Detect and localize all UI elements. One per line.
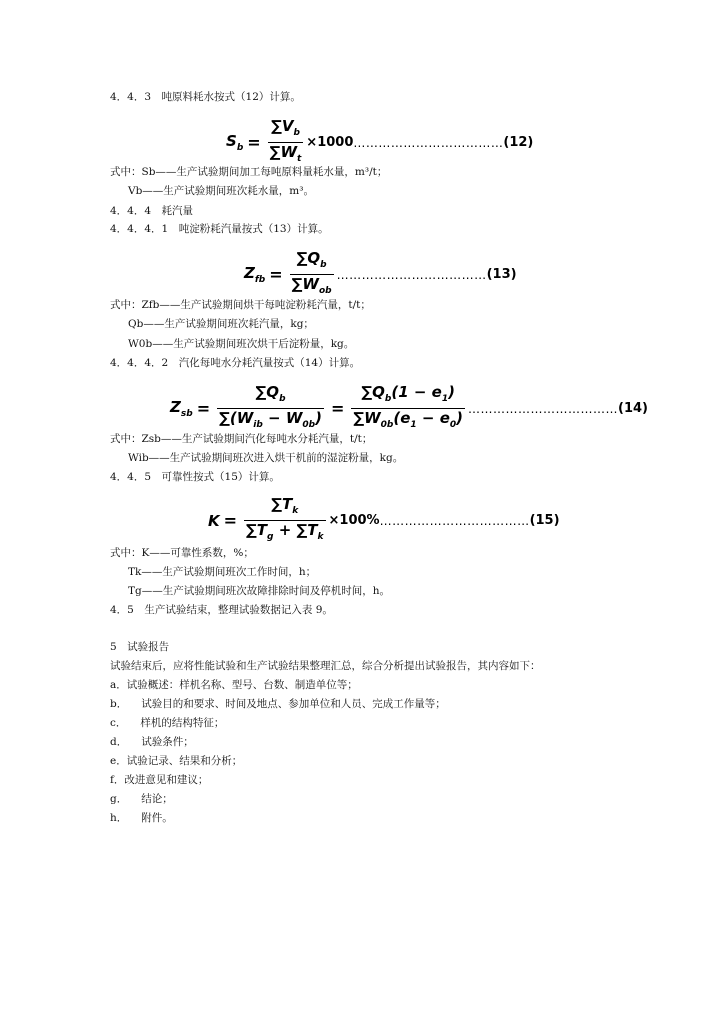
formula-14: $Z_{sb}$ = $\frac{\sum Q_b}{\sum(W_{ib} - W_{0b})}$ = $\frac{\sum Q_b(1 - e_1)}{\sum W_{0b}(e_1 - e_0)}$ ……………………………… (14) — [170, 383, 648, 434]
formula-13-number: (13) — [486, 267, 517, 282]
formula-12-where-2: Vb——生产试验期间班次耗水量，m³。 — [128, 185, 314, 197]
section-4-4-4-1-heading: 4．4．4．1 吨淀粉耗汽量按式（13）计算。 — [110, 223, 329, 235]
formula-12-lhs: $S_b$ — [226, 132, 244, 153]
formula-13: $Z_{fb}$ = $\frac{\sum Q_b}{\sum W_{ob}}$ ……………………………… (13) — [244, 249, 517, 300]
formula-14-number: (14) — [618, 401, 648, 416]
formula-14-where-1: 式中：Zsb——生产试验期间汽化每吨水分耗汽量，t/t； — [110, 433, 373, 445]
list-item-b: b． 试验目的和要求、时间及地点、参加单位和人员、完成工作量等； — [110, 698, 446, 710]
formula-13-where-1: 式中：Zfb——生产试验期间烘干每吨淀粉耗汽量，t/t； — [110, 299, 371, 311]
formula-14-where-2: Wib——生产试验期间班次进入烘干机前的湿淀粉量，kg。 — [128, 452, 404, 464]
formula-13-where-2: Qb——生产试验期间班次耗汽量，kg； — [128, 318, 314, 330]
list-item-f: f．改进意见和建议； — [110, 774, 209, 786]
formula-12-where-1: 式中：Sb——生产试验期间加工每吨原料量耗水量，m³/t； — [110, 166, 388, 178]
formula-15-where-2: Tk——生产试验期间班次工作时间，h； — [128, 566, 317, 578]
list-item-a: a．试验概述：样机名称、型号、台数、制造单位等； — [110, 679, 358, 691]
list-item-e: e．试验记录、结果和分析； — [110, 755, 243, 767]
formula-12: $S_b$ = $\frac{\sum V_b}{\sum W_t}$ ×1000 ……………………………… (12) — [226, 117, 533, 168]
section-5-heading: 5 试验报告 — [110, 641, 170, 653]
section-4-4-4-heading: 4．4．4 耗汽量 — [110, 205, 194, 217]
list-item-c: c． 样机的结构特征； — [110, 717, 225, 729]
list-item-d: d． 试验条件； — [110, 736, 194, 748]
formula-15-where-1: 式中：K——可靠性系数，%； — [110, 547, 254, 559]
section-4-4-4-2-heading: 4．4．4．2 汽化每吨水分耗汽量按式（14）计算。 — [110, 357, 361, 369]
list-item-g: g． 结论； — [110, 793, 173, 805]
section-4-4-3-heading: 4．4．3 吨原料耗水按式（12）计算。 — [110, 91, 301, 103]
formula-15-number: (15) — [529, 513, 560, 528]
list-item-h: h． 附件。 — [110, 812, 173, 824]
formula-12-fraction: $\frac{\sum V_b}{\sum W_t}$ — [268, 117, 304, 168]
section-4-4-5-heading: 4．4．5 可靠性按式（15）计算。 — [110, 471, 280, 483]
formula-15: K = $\frac{\sum T_k}{\sum T_g + \sum T_k}$ ×100% ……………………………… (15) — [208, 495, 560, 546]
section-4-5-text: 4．5 生产试验结束，整理试验数据记入表 9。 — [110, 604, 333, 616]
formula-13-where-3: W0b——生产试验期间班次烘干后淀粉量，kg。 — [128, 338, 355, 350]
section-5-intro: 试验结束后，应将性能试验和生产试验结果整理汇总，综合分析提出试验报告，其内容如下： — [110, 660, 541, 672]
formula-15-where-3: Tg——生产试验期间班次故障排除时间及停机时间，h。 — [128, 585, 390, 597]
formula-12-number: (12) — [503, 135, 534, 150]
